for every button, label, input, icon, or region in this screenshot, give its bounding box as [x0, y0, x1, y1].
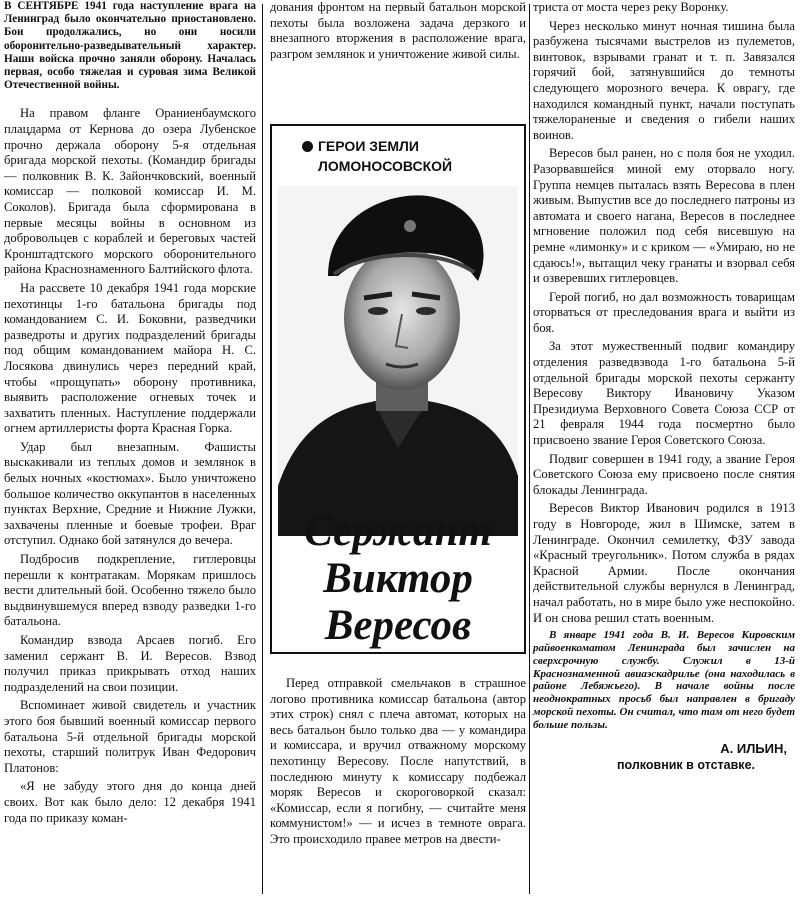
author-name: А. ИЛЬИН,: [720, 740, 787, 756]
portrait-photo: [278, 186, 518, 536]
article-column-1: [4, 0, 256, 829]
paragraph: Вспоминает живой свидетель и участник этого боя бывший военный комиссар первого батальона 5-й отдельной бригады морской пехоты, старший политрук Иван Федорович Платонов:: [4, 698, 256, 775]
paragraph: Удар был внезапным. Фашисты выскакивали из теплых домов и землянок в белых ночных «костюмах». Было уничтожено большое количество оккупантов в населенных пунктах Верхние, Средние и Нижние Лужки, захвачены пленные и боевые трофеи. Враг отступил. Однако бой затянулся до вечера.: [4, 439, 256, 548]
rubric: [302, 136, 512, 176]
paragraph: На рассвете 10 декабря 1941 года морские пехотинцы 1-го батальона бригады под командованием С. И. Боковни, разведчики разведроты и других подразделений бригады под общим командованием майора Н. С. Лосякова двинулись через передний край, чтобы «прощупать» оборону противника, выявить расположение огневых точек и захватить пленных. Наступление поддержали огнем артиллеристы форта Красная Горка.: [4, 280, 256, 436]
paragraph: триста от моста через реку Воронку.: [533, 0, 729, 14]
paragraph: «Я не забуду этого дня до конца дней своих. Вот как было дело: 12 декабря 1941 года по приказу коман-: [4, 779, 256, 825]
portrait-image: [278, 186, 518, 536]
paragraph: Командир взвода Арсаев погиб. Его заменил сержант В. И. Вересов. Взвод получил приказ прикрывать отход наших подразделений на свои позиции.: [4, 633, 256, 694]
paragraph: Через несколько минут ночная тишина была разбужена тысячами выстрелов из пулеметов, винтовок, взрывами гранат и т. п. Завязался горячий бой, затянувшийся до темноты следующего морозного вечера. К оврагу, где находился командный пункт, начали поступать тяжелораненые и сведения о гибели наших воинов.: [533, 18, 795, 142]
column-divider: [529, 4, 530, 894]
heading-line-2: Виктор: [323, 555, 473, 602]
paragraph: Вересов был ранен, но с поля боя не уходил. Разорвавшейся миной ему оторвало ногу. Группа немцев пыталась взять Вересова в плен живым. Выпустив все до последнего патроны из автомата и своего нагана, Вересов в последнее мгновение положил под себя висевшую на ремне «лимонку» и с криком — «Умираю, но не сдаюсь!», вытащил чеку гранаты и взорвал себя и озверевших гитлеровцев.: [533, 146, 795, 286]
article-column-2-top: [270, 0, 526, 65]
article-heading: [272, 508, 524, 649]
paragraph: Подвиг совершен в 1941 году, а звание Героя Советского Союза ему присвоено после снятия блокады Ленинграда.: [533, 451, 795, 497]
column-divider: [262, 4, 263, 894]
lead-text: 1941 года наступление врага на Ленинград было окончательно приостановлено. Бои продолжались, но они носили оборонительно-разведывательный характер. Наши войска прочно заняли оборону. Началась первая, особо тяжелая и суровая зима Великой Отечественной войны.: [4, 0, 256, 92]
paragraph: Герой погиб, но дал возможность товарищам оторваться от преследования врага и выйти из боя.: [533, 289, 795, 335]
bullet-icon: [302, 141, 313, 152]
footnote: [533, 629, 795, 731]
footnote-text: В январе 1941 года В. И. Вересов Кировским райвоенкоматом Ленинграда был зачислен на сверхсрочную службу. Служил в 13-й Краснознаменной авиаэскадрилье (она находилась в районе Лебяжьего). В начале войны после неоднократных просьб был направлен в бригаду морской пехоты. Он считал, что там от него будет больше пользы.: [533, 629, 795, 731]
rubric-line-2: ЛОМОНОСОВСКОЙ: [318, 158, 453, 174]
article-column-2-bottom: [270, 676, 526, 851]
article-column-3: [533, 0, 795, 772]
paragraph: Вересов Виктор Иванович родился в 1913 году в Новгороде, жил в Шимске, затем в Ленинграде. Окончил семилетку, ФЗУ завода «Красный треугольник». Потом служба в рядах Красной Армии. После окончания действительной службы вернулся в Ленинград, начал работать, но в мире было уже неспокойно. И он снова решил стать военным.: [533, 501, 795, 625]
heading-line-3: Вересов: [324, 602, 472, 649]
lead-caps: В СЕНТЯБРЕ: [4, 0, 79, 12]
paragraph: дования фронтом на первый батальон морской пехоты была возложена задача дерзкого и внезапного вторжения в расположение врага, разгром землянок и уничтожение живой силы.: [270, 0, 526, 61]
author-title: полковник в отставке.: [616, 757, 755, 772]
paragraph: Перед отправкой смельчаков в страшное логово противника комиссар батальона (автор этих строк) снял с плеча автомат, которых на весь батальон было только два — у командира и комиссара, и вручил отважному морскому пехотинцу Вересову. После напутствий, в последнюю минуту к комиссару подбежал моряк Вересов и скороговоркой сказал: «Комиссар, если я погибну, — считайте меня коммунистом!» — и исчез в темноте оврага. Это происходило правее метров на двести-: [270, 676, 526, 846]
lead-paragraph: [4, 0, 256, 92]
paragraph: Подбросив подкрепление, гитлеровцы перешли к контратакам. Морякам пришлось вести длительный бой. Особенно тяжело было выдвинувшемуся вперед взводу разведки 1-го батальона.: [4, 552, 256, 629]
paragraph: За этот мужественный подвиг командиру отделения разведвзвода 1-го батальона 5-й отдельной бригады морской пехоты сержанту Вересову Виктору Ивановичу Указом Президиума Верховного Совета Союза ССР от 21 февраля 1944 года посмертно было присвоено звание Героя Советского Союза.: [533, 339, 795, 448]
heading-line-1: Сержант: [304, 508, 492, 555]
feature-box: [270, 124, 526, 654]
rubric-line-1: ГЕРОИ ЗЕМЛИ: [318, 138, 419, 154]
paragraph: На правом фланге Ораниенбаумского плацдарма от Кернова до озера Лубенское прочно держала оборону 5-я отдельная бригада морской пехоты. (Командир бригады — полковник В. К. Зайончковский, военный комиссар — полковой комиссар И. М. Соколов). Бригада была сформирована в первые месяцы войны в основном из добровольцев с кораблей и береговых частей Кронштадтского морского оборонительного района Краснознаменного Балтийского флота.: [4, 106, 256, 277]
